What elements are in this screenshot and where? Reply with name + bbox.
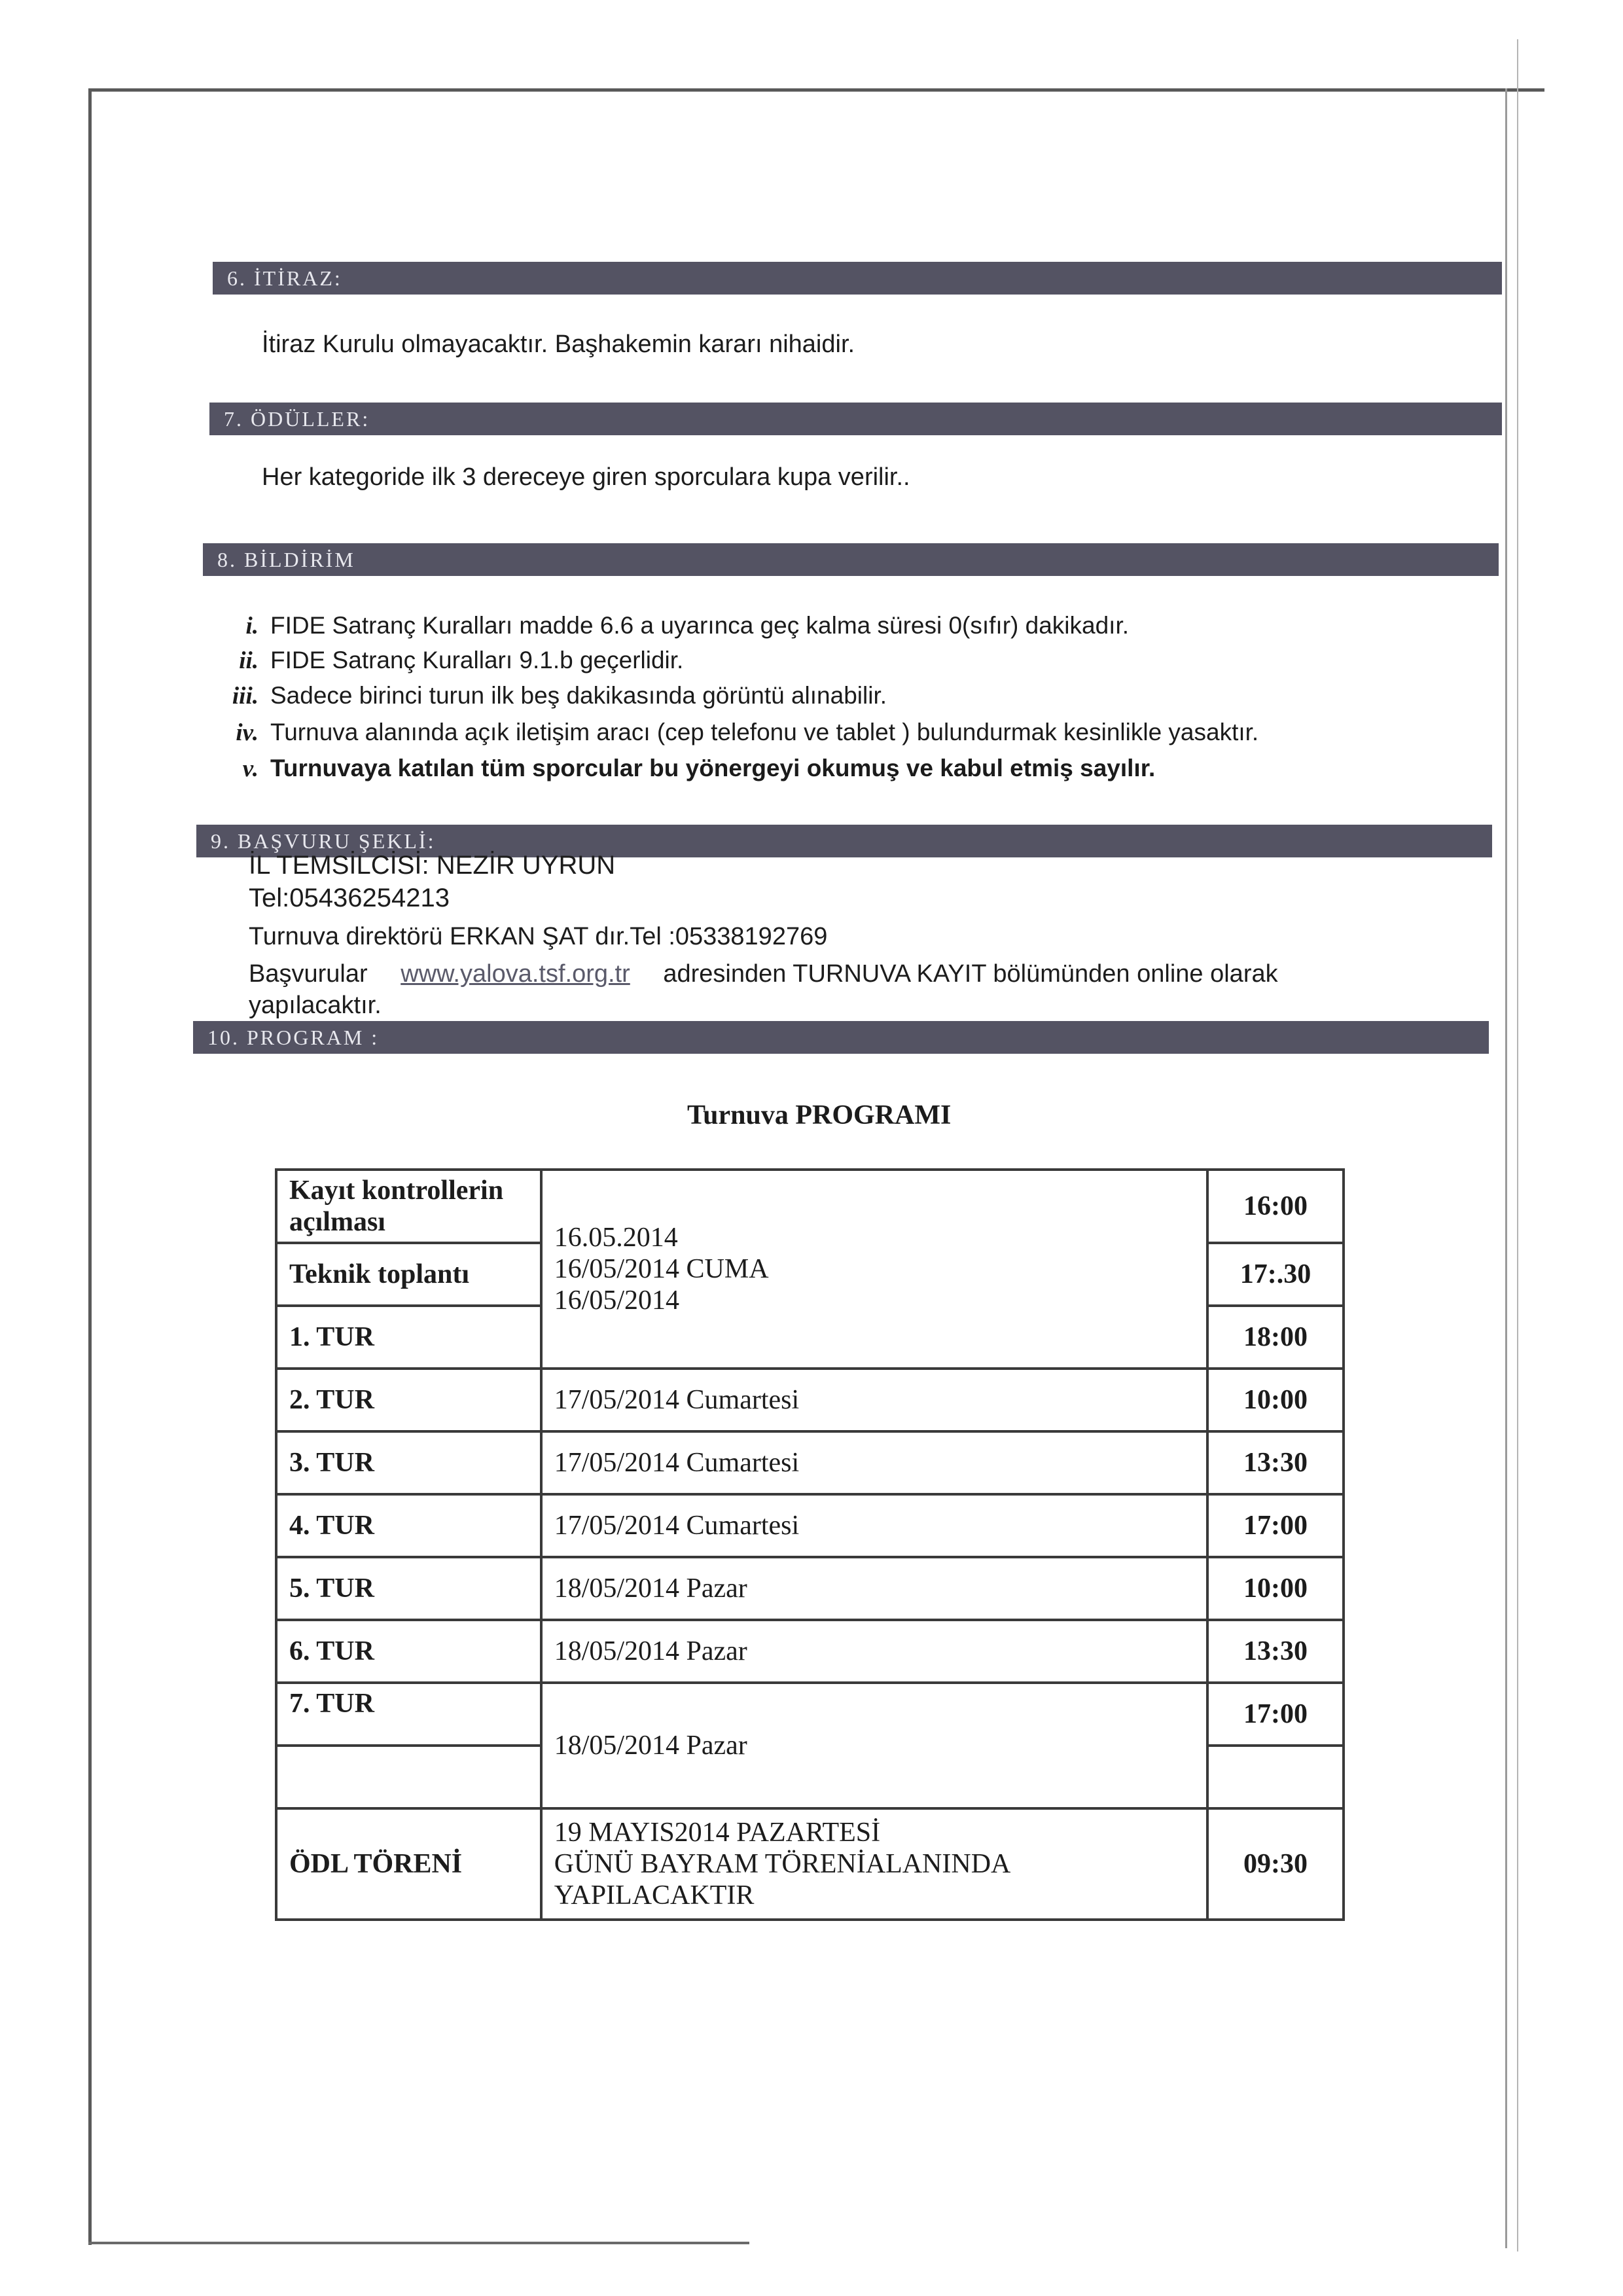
schedule-date: 16/05/2014 CUMA: [554, 1254, 769, 1284]
table-row: [276, 1170, 1344, 1243]
table-row: [276, 1808, 1344, 1920]
list-number: i.: [245, 613, 259, 639]
list-number: iv.: [236, 719, 259, 746]
telefon: Tel:05436254213: [249, 884, 450, 912]
frame-right-border: [1505, 88, 1507, 2248]
schedule-time: 18:00: [1207, 1306, 1344, 1369]
schedule-label: ÖDL TÖRENİ: [276, 1808, 541, 1920]
schedule-empty-cell: [1207, 1746, 1344, 1808]
basvuru-suffix: adresinden TURNUVA KAYIT bölümünden online olarak: [663, 960, 1278, 988]
bildirim-item: [209, 755, 1155, 783]
frame-bottom-border: [88, 2242, 749, 2244]
basvuru-line: [249, 960, 1492, 988]
schedule-time: 16:00: [1207, 1170, 1344, 1243]
schedule-label: 3. TUR: [276, 1431, 541, 1494]
schedule-table: [275, 1168, 1345, 1921]
table-row: [276, 1683, 1344, 1746]
list-text: Turnuvaya katılan tüm sporcular bu yönergeyi okumuş ve kabul etmiş sayılır.: [270, 755, 1156, 781]
list-number: iii.: [232, 683, 259, 709]
website-link[interactable]: www.yalova.tsf.org.tr: [401, 960, 630, 988]
schedule-date: 17/05/2014 Cumartesi: [541, 1431, 1207, 1494]
section-heading-bildirim: 8. BİLDİRİM: [203, 543, 1499, 576]
schedule-time: 13:30: [1207, 1431, 1344, 1494]
schedule-date: 16/05/2014: [554, 1285, 680, 1316]
schedule-dates-day1: [541, 1170, 1207, 1369]
schedule-date: 17/05/2014 Cumartesi: [541, 1369, 1207, 1431]
odul-toreni-details: [541, 1808, 1207, 1920]
table-row: [276, 1620, 1344, 1683]
list-text: Turnuva alanında açık iletişim aracı (cep telefonu ve tablet ) bulundurmak kesinlikle yasaktır.: [270, 719, 1259, 745]
schedule-time: 13:30: [1207, 1620, 1344, 1683]
schedule-empty-cell: [276, 1746, 541, 1808]
section-heading-itiraz: 6. İTİRAZ:: [213, 262, 1502, 295]
schedule-time: 17:00: [1207, 1494, 1344, 1557]
bildirim-item: [209, 719, 1258, 747]
schedule-time: 10:00: [1207, 1557, 1344, 1620]
schedule-date: 16.05.2014: [554, 1223, 678, 1253]
frame-left-border: [88, 88, 92, 2245]
itiraz-text: İtiraz Kurulu olmayacaktır. Başhakemin kararı nihaidir.: [262, 331, 855, 358]
schedule-label: 4. TUR: [276, 1494, 541, 1557]
scan-margin-line: [1517, 39, 1518, 2251]
bildirim-item: [209, 612, 1129, 640]
table-row: [276, 1494, 1344, 1557]
section-heading-program: 10. PROGRAM :: [193, 1021, 1489, 1054]
program-title: Turnuva PROGRAMI: [687, 1100, 952, 1130]
schedule-label: 5. TUR: [276, 1557, 541, 1620]
bildirim-item: [209, 647, 683, 675]
basvuru-end: yapılacaktır.: [249, 992, 382, 1019]
schedule-label: 7. TUR: [276, 1683, 541, 1746]
schedule-date: 18/05/2014 Pazar: [541, 1557, 1207, 1620]
list-text: Sadece birinci turun ilk beş dakikasında görüntü alınabilir.: [270, 682, 887, 709]
schedule-label: 2. TUR: [276, 1369, 541, 1431]
turnuva-direktoru: Turnuva direktörü ERKAN ŞAT dır.Tel :05338192769: [249, 923, 828, 950]
schedule-date: 18/05/2014 Pazar: [541, 1620, 1207, 1683]
table-row: [276, 1369, 1344, 1431]
list-text: FIDE Satranç Kuralları madde 6.6 a uyarınca geç kalma süresi 0(sıfır) dakikadır.: [270, 612, 1130, 639]
section-heading-basvuru: 9. BAŞVURU ŞEKLİ:: [196, 825, 1492, 857]
table-row: [276, 1557, 1344, 1620]
basvuru-prefix: Başvurular: [249, 960, 368, 988]
oduller-text: Her kategoride ilk 3 dereceye giren sporculara kupa verilir..: [262, 463, 910, 491]
schedule-date: 18/05/2014 Pazar: [541, 1683, 1207, 1808]
list-number: v.: [242, 755, 259, 782]
frame-top-border: [88, 88, 1544, 92]
schedule-label: 1. TUR: [276, 1306, 541, 1369]
schedule-label: Kayıt kontrollerin açılması: [276, 1170, 541, 1243]
schedule-time: 17:.30: [1207, 1243, 1344, 1306]
odul-line: GÜNÜ BAYRAM TÖRENİALANINDA: [554, 1849, 1011, 1879]
schedule-time: 17:00: [1207, 1683, 1344, 1746]
schedule-time: 09:30: [1207, 1808, 1344, 1920]
bildirim-item: [209, 682, 887, 710]
schedule-date: 17/05/2014 Cumartesi: [541, 1494, 1207, 1557]
schedule-label: Teknik toplantı: [276, 1243, 541, 1306]
list-number: ii.: [239, 647, 259, 674]
section-heading-oduller: 7. ÖDÜLLER:: [209, 403, 1502, 435]
odul-line: YAPILACAKTIR: [554, 1880, 755, 1910]
odul-line: 19 MAYIS2014 PAZARTESİ: [554, 1818, 881, 1848]
schedule-label: 6. TUR: [276, 1620, 541, 1683]
il-temsilcisi: İL TEMSİLCİSİ: NEZİR UYRUN: [249, 851, 616, 880]
list-text: FIDE Satranç Kuralları 9.1.b geçerlidir.: [270, 647, 684, 673]
table-row: [276, 1431, 1344, 1494]
schedule-time: 10:00: [1207, 1369, 1344, 1431]
